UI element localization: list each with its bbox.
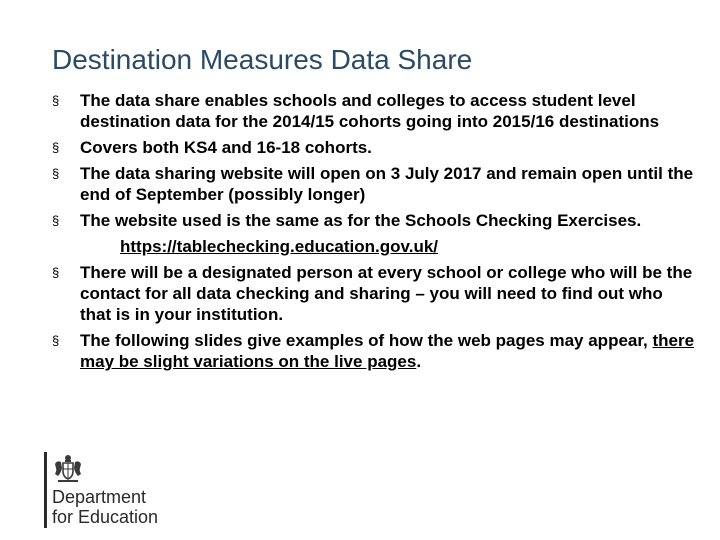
bullet-item <box>50 330 698 372</box>
bullet-text: The website used is the same as for the Schools Checking Exercises. <box>80 211 642 230</box>
bullet-item <box>50 163 698 205</box>
tablechecking-link[interactable]: https://tablechecking.education.gov.uk/ <box>120 237 439 256</box>
royal-crest-icon <box>52 452 84 484</box>
bullet-marker: § <box>52 213 60 228</box>
logo-line-1: Department <box>52 487 147 507</box>
bullet-marker: § <box>52 333 60 348</box>
bullet-marker: § <box>52 265 60 280</box>
logo-line-2: for Education <box>52 507 159 527</box>
bullet-text-underlined: there may be slight variations on the live pages <box>80 331 695 371</box>
bullet-marker: § <box>52 166 60 181</box>
bullet-item <box>50 210 698 257</box>
slide-title: Destination Measures Data Share <box>52 44 473 75</box>
bullet-item <box>50 90 698 132</box>
bullet-marker: § <box>52 93 60 108</box>
bullet-text: The data sharing website will open on 3 July 2017 and remain open until the end of September (possibly longer) <box>80 164 694 204</box>
bullet-marker: § <box>52 140 60 155</box>
bullet-list <box>50 90 698 377</box>
bullet-text: The data share enables schools and colleges to access student level destination data for the 2014/15 cohorts going into 2015/16 destinations <box>80 91 660 131</box>
bullet-text-after: . <box>416 352 422 371</box>
logo-text <box>52 487 158 527</box>
logo-divider-bar <box>44 452 47 528</box>
bullet-text: There will be a designated person at every school or college who will be the contact for all data checking and sharing – you will need to find out who that is in your institution. <box>80 263 693 324</box>
bullet-item <box>50 262 698 325</box>
bullet-item <box>50 137 698 158</box>
bullet-text-before: The following slides give examples of how the web pages may appear, <box>80 331 653 350</box>
bullet-text: Covers both KS4 and 16-18 cohorts. <box>80 138 372 157</box>
dfe-logo <box>44 452 184 532</box>
